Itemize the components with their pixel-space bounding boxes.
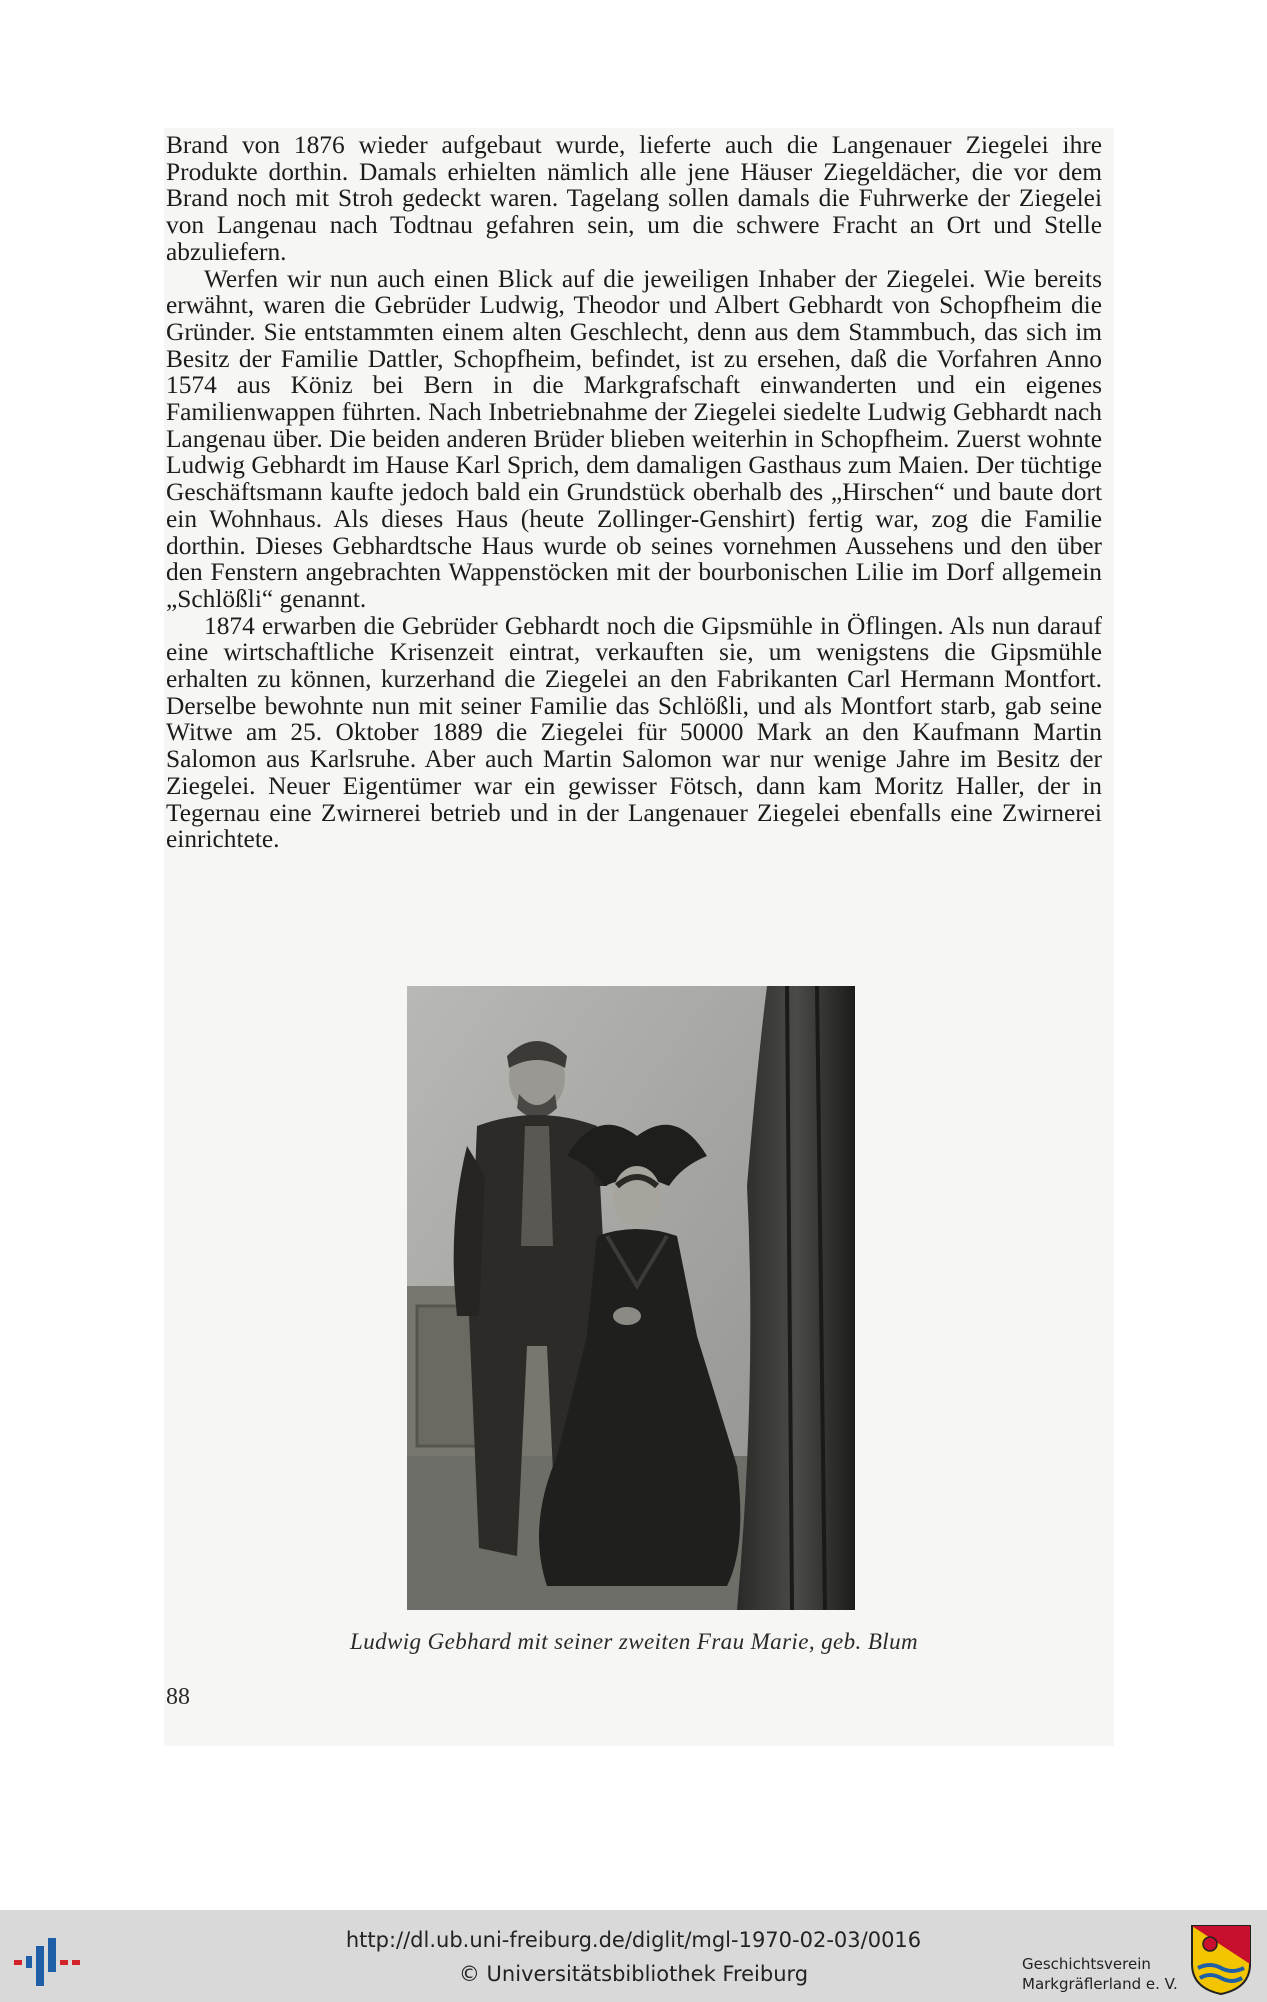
page-number: 88	[166, 1684, 190, 1710]
society-line-2: Markgräflerland e. V.	[1022, 1975, 1178, 1993]
photo-caption: Ludwig Gebhard mit seiner zweiten Frau Marie, geb. Blum	[350, 1629, 918, 1654]
society-crest-icon[interactable]	[1190, 1924, 1252, 1996]
society-line-1: Geschichtsverein	[1022, 1955, 1151, 1973]
article-body	[166, 132, 1102, 853]
copyright-text: © Universitätsbibliothek Freiburg	[458, 1962, 809, 1986]
viewer-footer	[0, 1910, 1267, 2002]
society-name	[1022, 1954, 1178, 1994]
portrait-illustration	[407, 986, 855, 1610]
historical-portrait-photo	[407, 986, 855, 1610]
paragraph-3: 1874 erwarben die Gebrüder Gebhardt noch die Gipsmühle in Öflingen. Als nun darauf eine wirtschaftliche Krisenzeit eintrat, verkauften sie, um wenigstens die Gipsmühle erhalten zu können, kurzerhand die Ziegelei an den Fabrikanten Carl Hermann Montfort. Derselbe bewohnte nun mit seiner Familie das Schlößli, und als Montfort starb, gab seine Witwe am 25. Oktober 1889 die Ziegelei für 50000 Mark an den Kaufmann Martin Salomon aus Karlsruhe. Aber auch Martin Salomon war nur wenige Jahre im Besitz der Ziegelei. Neuer Eigentümer war ein gewisser Fötsch, dann kam Moritz Haller, der in Tegernau eine Zwirnerei betrieb und in der Langenauer Ziegelei ebenfalls eine Zwirnerei einrichtete.	[166, 611, 1102, 854]
paragraph-2: Werfen wir nun auch einen Blick auf die jeweiligen Inhaber der Ziegelei. Wie bereits erwähnt, waren die Gebrüder Ludwig, Theodor und Albert Gebhardt von Schopfheim die Gründer. Sie entstammten einem alten Geschlecht, denn aus dem Stammbuch, das sich im Besitz der Familie Dattler, Schopfheim, befindet, ist zu ersehen, daß die Vorfahren Anno 1574 aus Köniz bei Bern in die Markgrafschaft einwanderten und ein eigenes Familienwappen führten. Nach Inbetriebnahme der Ziegelei siedelte Ludwig Gebhardt nach Langenau über. Die beiden anderen Brüder blieben weiterhin in Schopfheim. Zuerst wohnte Ludwig Gebhardt im Hause Karl Sprich, dem damaligen Gasthaus zum Maien. Der tüchtige Geschäftsmann kaufte jedoch bald ein Grundstück oberhalb des „Hirschen“ und baute dort ein Wohnhaus. Als dieses Haus (heute Zollinger-Genshirt) fertig war, zog die Familie dorthin. Dieses Gebhardtsche Haus wurde ob seines vornehmen Aussehens und den über den Fenstern angebrachten Wappenstöcken mit der bourbonischen Lilie im Dorf allgemein „Schlößli“ genannt.	[166, 264, 1102, 613]
document-url-link[interactable]: http://dl.ub.uni-freiburg.de/diglit/mgl-1970-02-03/0016	[345, 1928, 922, 1952]
paragraph-1: Brand von 1876 wieder aufgebaut wurde, lieferte auch die Langenauer Ziegelei ihre Produkte dorthin. Damals erhielten nämlich alle jene Häuser Ziegeldächer, die vor dem Brand noch mit Stroh gedeckt waren. Tagelang sollen damals die Fuhrwerke der Ziegelei von Langenau nach Todtnau gefahren sein, um die schwere Fracht an Ort und Stelle abzuliefern.	[166, 131, 1102, 266]
